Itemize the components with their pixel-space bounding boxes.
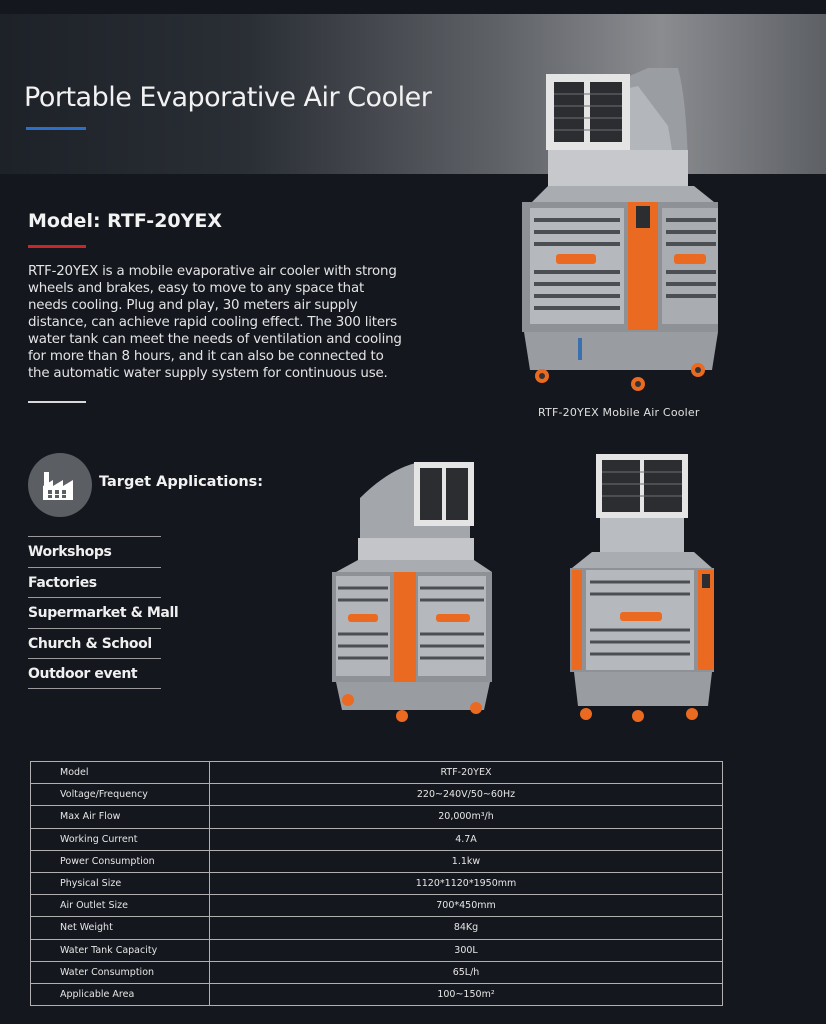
description-divider (28, 401, 86, 403)
spec-value: 220~240V/50~60Hz (210, 784, 723, 806)
table-row (31, 784, 723, 806)
factory-icon (28, 453, 92, 517)
spec-label: Max Air Flow (31, 806, 210, 828)
air-cooler-main-image (518, 66, 724, 396)
applications-heading: Target Applications: (99, 474, 264, 490)
spec-label: Model (31, 762, 210, 784)
spec-label: Applicable Area (31, 983, 210, 1005)
list-item: Supermarket & Mall (28, 597, 161, 628)
applications-list (28, 536, 179, 689)
spec-value: 4.7A (210, 828, 723, 850)
spec-label: Physical Size (31, 872, 210, 894)
spec-label: Working Current (31, 828, 210, 850)
spec-value: RTF-20YEX (210, 762, 723, 784)
list-item: Outdoor event (28, 658, 161, 689)
model-underline (28, 245, 86, 248)
spec-value: 65L/h (210, 961, 723, 983)
spec-label: Water Tank Capacity (31, 939, 210, 961)
list-item: Church & School (28, 628, 161, 659)
table-row (31, 895, 723, 917)
table-row (31, 939, 723, 961)
spec-label: Voltage/Frequency (31, 784, 210, 806)
spec-label: Water Consumption (31, 961, 210, 983)
page-title: Portable Evaporative Air Cooler (24, 82, 432, 113)
model-heading: Model: RTF-20YEX (28, 210, 223, 232)
table-row (31, 983, 723, 1005)
air-cooler-side-image (330, 458, 498, 726)
list-item: Workshops (28, 536, 161, 567)
table-row (31, 828, 723, 850)
spec-value: 84Kg (210, 917, 723, 939)
specs-table (30, 761, 723, 1006)
spec-value: 300L (210, 939, 723, 961)
spec-value: 1.1kw (210, 850, 723, 872)
spec-value: 700*450mm (210, 895, 723, 917)
spec-value: 20,000m³/h (210, 806, 723, 828)
table-row (31, 850, 723, 872)
table-row (31, 806, 723, 828)
spec-label: Power Consumption (31, 850, 210, 872)
spec-label: Net Weight (31, 917, 210, 939)
air-cooler-front-image (566, 452, 718, 724)
spec-value: 1120*1120*1950mm (210, 872, 723, 894)
title-underline (26, 127, 86, 130)
list-item: Factories (28, 567, 161, 598)
table-row (31, 872, 723, 894)
spec-value: 100~150m² (210, 983, 723, 1005)
table-row (31, 961, 723, 983)
table-row (31, 762, 723, 784)
spec-label: Air Outlet Size (31, 895, 210, 917)
model-description: RTF-20YEX is a mobile evaporative air cooler with strong wheels and brakes, easy to move to any space that needs cooling. Plug and play, 30 meters air supply distance, can achieve rapid cooling effect. The 300 liters water tank can meet the needs of ventilation and cooling for more than 8 hours, and it can also be connected to the automatic water supply system for continuous use. (28, 264, 402, 381)
product-caption: RTF-20YEX Mobile Air Cooler (538, 406, 700, 419)
table-row (31, 917, 723, 939)
